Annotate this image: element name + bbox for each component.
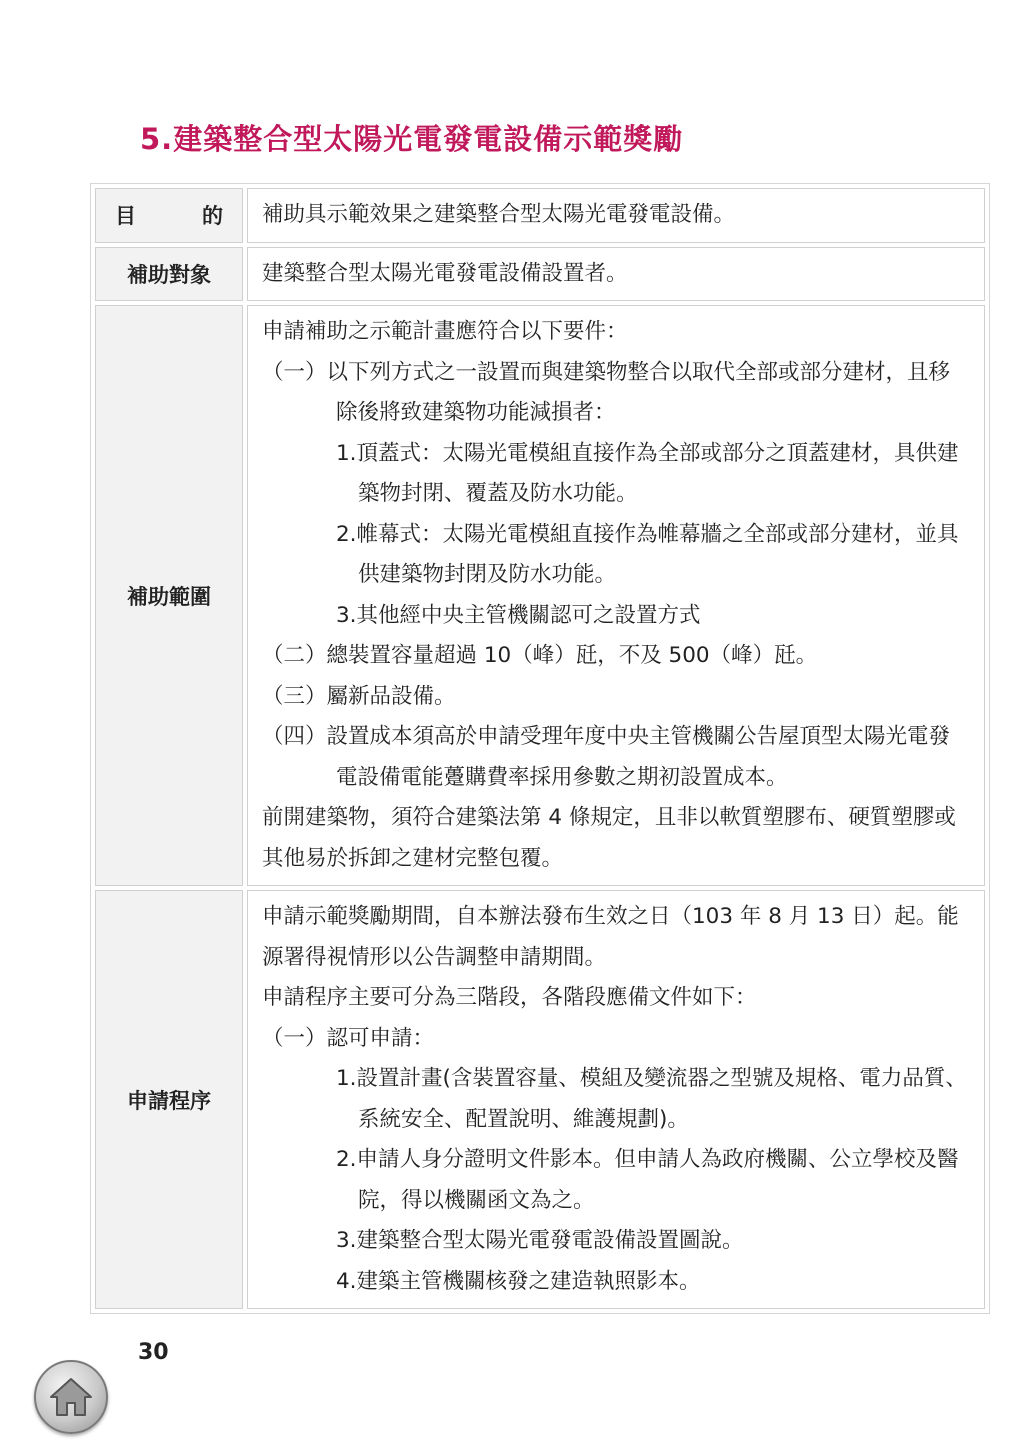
scope-note: 前開建築物，須符合建築法第 4 條規定，且非以軟質塑膠布、硬質塑膠或其他易於拆卸之建材完整包覆。 <box>262 805 956 871</box>
home-button[interactable] <box>34 1360 108 1434</box>
section-title: 5.建築整合型太陽光電發電設備示範獎勵 <box>140 122 684 156</box>
scope-intro: 申請補助之示範計畫應符合以下要件： <box>262 319 628 344</box>
procedure-sub-2: 2.申請人身分證明文件影本。但申請人為政府機關、公立學校及醫院，得以機關函文為之。 <box>336 1147 959 1213</box>
cell-purpose <box>247 188 985 243</box>
scope-sub-3: 3.其他經中央主管機關認可之設置方式 <box>336 602 701 628</box>
label-scope: 補助範圍 <box>95 305 243 886</box>
target-text: 建築整合型太陽光電發電設備設置者。 <box>262 260 628 286</box>
scope-item-4: （四）設置成本須高於申請受理年度中央主管機關公告屋頂型太陽光電發電設備電能躉購費率採用參數之期初設置成本。 <box>262 724 951 790</box>
purpose-text: 補助具示範效果之建築整合型太陽光電發電設備。 <box>262 202 736 227</box>
scope-sub-1: 1.頂蓋式：太陽光電模組直接作為全部或部分之頂蓋建材，具供建築物封閉、覆蓋及防水功能。 <box>336 440 959 506</box>
procedure-sub-4: 4.建築主管機關核發之建造執照影本。 <box>336 1268 701 1294</box>
procedure-sub-3: 3.建築整合型太陽光電發電設備設置圖說。 <box>336 1228 744 1253</box>
table-row-purpose <box>95 188 985 243</box>
cell-procedure <box>247 890 985 1309</box>
label-purpose-right: 的 <box>202 204 223 229</box>
scope-item-2: （二）總裝置容量超過 10（峰）瓩，不及 500（峰）瓩。 <box>262 643 818 668</box>
home-icon <box>47 1373 95 1421</box>
procedure-item-1: （一）認可申請： <box>262 1025 435 1051</box>
table-row-target <box>95 247 985 302</box>
page-number: 30 <box>138 1340 169 1365</box>
label-procedure: 申請程序 <box>95 890 243 1309</box>
table-row-scope <box>95 305 985 886</box>
cell-scope <box>247 305 985 886</box>
scope-item-3: （三）屬新品設備。 <box>262 683 456 709</box>
label-purpose-left: 目 <box>115 204 136 229</box>
label-purpose <box>95 188 243 243</box>
table-row-procedure <box>95 890 985 1309</box>
procedure-period: 申請示範獎勵期間，自本辦法發布生效之日（103 年 8 月 13 日）起。能源署得視情形以公告調整申請期間。 <box>262 904 959 970</box>
subsidy-table <box>90 183 990 1314</box>
procedure-sub-1: 1.設置計畫(含裝置容量、模組及變流器之型號及規格、電力品質、系統安全、配置說明、維護規劃)。 <box>336 1066 967 1132</box>
label-target: 補助對象 <box>95 247 243 302</box>
scope-item-1: （一）以下列方式之一設置而與建築物整合以取代全部或部分建材，且移除後將致建築物功能減損者： <box>262 359 951 425</box>
cell-target <box>247 247 985 302</box>
scope-sub-2: 2.帷幕式：太陽光電模組直接作為帷幕牆之全部或部分建材，並具供建築物封閉及防水功能。 <box>336 521 959 587</box>
procedure-stages: 申請程序主要可分為三階段，各階段應備文件如下： <box>262 985 757 1010</box>
